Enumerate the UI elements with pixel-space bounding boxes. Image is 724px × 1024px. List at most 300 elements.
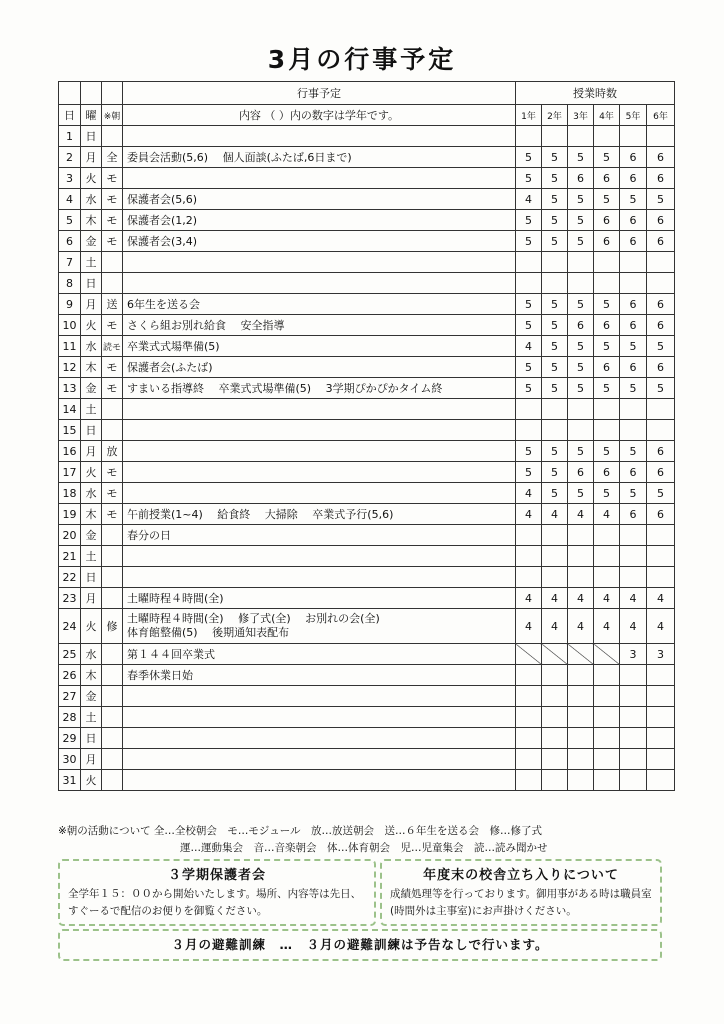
hours-cell <box>620 399 647 420</box>
hours-cell: 3 <box>620 644 647 665</box>
hours-cell: 5 <box>568 378 594 399</box>
table-row <box>59 210 675 231</box>
morning-cell <box>102 686 123 707</box>
hours-cell <box>647 252 675 273</box>
morning-cell: モ <box>102 357 123 378</box>
day-cell: 31 <box>59 770 81 791</box>
hours-cell <box>568 749 594 770</box>
weekday-cell: 水 <box>81 644 102 665</box>
hours-cell: 5 <box>542 483 568 504</box>
hours-cell: 5 <box>516 315 542 336</box>
weekday-cell: 日 <box>81 728 102 749</box>
hours-cell: 5 <box>568 231 594 252</box>
page-title: 3月の行事予定 <box>267 45 457 74</box>
day-cell: 22 <box>59 567 81 588</box>
morning-cell <box>102 567 123 588</box>
hours-cell <box>647 770 675 791</box>
hours-cell <box>516 728 542 749</box>
hours-cell <box>594 399 620 420</box>
hours-cell: 6 <box>647 441 675 462</box>
hours-cell <box>542 420 568 441</box>
hours-cell: 5 <box>594 294 620 315</box>
hours-cell <box>647 273 675 294</box>
hours-cell: 6 <box>620 168 647 189</box>
hours-cell <box>516 420 542 441</box>
hours-cell <box>542 273 568 294</box>
weekday-cell: 月 <box>81 441 102 462</box>
hours-cell: 6 <box>594 315 620 336</box>
hours-cell <box>620 525 647 546</box>
day-cell: 11 <box>59 336 81 357</box>
weekday-cell: 土 <box>81 707 102 728</box>
table-row <box>59 231 675 252</box>
table-row <box>59 770 675 791</box>
hours-cell <box>542 665 568 686</box>
hours-cell: 6 <box>620 294 647 315</box>
hours-cell <box>542 252 568 273</box>
hours-cell: 5 <box>516 231 542 252</box>
hours-cell: 4 <box>542 504 568 525</box>
morning-cell: モ <box>102 483 123 504</box>
hours-cell: 5 <box>647 336 675 357</box>
event-cell <box>123 273 516 294</box>
hours-cell: 4 <box>516 336 542 357</box>
table-row <box>59 609 675 644</box>
event-cell: さくら組お別れ給食 安全指導 <box>123 315 516 336</box>
morning-cell: モ <box>102 231 123 252</box>
hours-cell: 6 <box>594 210 620 231</box>
hours-cell-slashed <box>542 644 568 665</box>
note-line-2: 運…運動集会 音…音楽朝会 体…体育朝会 児…児童集会 読…読み聞かせ <box>180 842 548 854</box>
hours-cell: 5 <box>594 336 620 357</box>
table-row <box>59 315 675 336</box>
hours-cell: 5 <box>568 189 594 210</box>
hours-cell <box>568 707 594 728</box>
hours-cell: 5 <box>594 189 620 210</box>
hours-cell: 6 <box>647 294 675 315</box>
hours-cell: 4 <box>568 588 594 609</box>
hours-cell <box>647 546 675 567</box>
day-cell: 9 <box>59 294 81 315</box>
hours-cell <box>594 273 620 294</box>
hours-cell <box>594 126 620 147</box>
hours-cell: 5 <box>542 378 568 399</box>
weekday-cell: 日 <box>81 420 102 441</box>
morning-cell <box>102 525 123 546</box>
table-row <box>59 189 675 210</box>
weekday-cell: 金 <box>81 378 102 399</box>
table-row <box>59 728 675 749</box>
weekday-cell: 木 <box>81 357 102 378</box>
hours-cell <box>516 126 542 147</box>
hours-cell: 6 <box>620 231 647 252</box>
hours-cell: 5 <box>542 210 568 231</box>
morning-cell: 送 <box>102 294 123 315</box>
note-line-1: ※朝の活動について 全…全校朝会 モ…モジュール 放…放送朝会 送…６年生を送る会 修…修了式 <box>58 825 543 837</box>
hours-cell: 6 <box>647 210 675 231</box>
hours-cell <box>620 567 647 588</box>
event-cell: 保護者会(5,6) <box>123 189 516 210</box>
hours-cell: 4 <box>647 588 675 609</box>
hours-cell <box>647 126 675 147</box>
day-cell: 25 <box>59 644 81 665</box>
hours-cell <box>516 252 542 273</box>
hours-cell: 6 <box>620 462 647 483</box>
header-blank <box>102 82 123 105</box>
hours-cell: 5 <box>542 336 568 357</box>
weekday-cell: 木 <box>81 665 102 686</box>
table-row <box>59 168 675 189</box>
day-cell: 1 <box>59 126 81 147</box>
event-cell <box>123 609 516 644</box>
hours-cell: 5 <box>594 441 620 462</box>
day-cell: 8 <box>59 273 81 294</box>
event-cell: 土曜時程４時間(全) <box>123 588 516 609</box>
morning-cell <box>102 749 123 770</box>
event-cell: 午前授業(1~4) 給食終 大掃除 卒業式予行(5,6) <box>123 504 516 525</box>
day-cell: 14 <box>59 399 81 420</box>
hours-cell <box>647 665 675 686</box>
table-row <box>59 686 675 707</box>
morning-cell <box>102 252 123 273</box>
hours-cell <box>516 546 542 567</box>
hours-cell: 6 <box>620 147 647 168</box>
weekday-cell: 日 <box>81 126 102 147</box>
event-cell: 保護者会(1,2) <box>123 210 516 231</box>
event-line: 土曜時程４時間(全) 修了式(全) お別れの会(全) <box>127 612 380 625</box>
event-cell <box>123 420 516 441</box>
hours-cell <box>620 770 647 791</box>
header-blank <box>81 82 102 105</box>
hours-cell: 4 <box>594 588 620 609</box>
day-cell: 21 <box>59 546 81 567</box>
day-cell: 4 <box>59 189 81 210</box>
event-cell <box>123 707 516 728</box>
hours-cell <box>594 707 620 728</box>
table-row <box>59 420 675 441</box>
hours-cell: 5 <box>594 378 620 399</box>
hours-cell: 5 <box>542 315 568 336</box>
weekday-cell: 土 <box>81 546 102 567</box>
hours-cell <box>516 567 542 588</box>
event-cell: 保護者会(ふたば) <box>123 357 516 378</box>
hours-cell: 5 <box>568 357 594 378</box>
event-cell <box>123 686 516 707</box>
header-hours: 授業時数 <box>516 82 675 105</box>
hours-cell <box>594 749 620 770</box>
table-row <box>59 273 675 294</box>
hours-cell <box>568 686 594 707</box>
morning-cell: 読モ <box>102 336 123 357</box>
morning-cell: モ <box>102 189 123 210</box>
table-row <box>59 378 675 399</box>
hours-cell: 5 <box>568 483 594 504</box>
hours-cell: 5 <box>647 378 675 399</box>
hours-cell <box>594 686 620 707</box>
hours-cell <box>568 728 594 749</box>
hours-cell: 4 <box>620 609 647 644</box>
hours-cell <box>647 686 675 707</box>
hours-cell <box>542 686 568 707</box>
hours-cell: 5 <box>542 294 568 315</box>
header-event: 行事予定 <box>123 82 516 105</box>
hours-cell: 5 <box>620 378 647 399</box>
hours-cell: 4 <box>516 504 542 525</box>
hours-cell: 4 <box>542 588 568 609</box>
table-row <box>59 147 675 168</box>
hours-cell <box>620 420 647 441</box>
hours-cell <box>594 728 620 749</box>
event-cell: 6年生を送る会 <box>123 294 516 315</box>
hours-cell <box>620 126 647 147</box>
hours-cell <box>568 665 594 686</box>
hours-cell: 5 <box>516 357 542 378</box>
hours-cell <box>568 546 594 567</box>
event-cell <box>123 770 516 791</box>
weekday-cell: 水 <box>81 189 102 210</box>
hours-cell: 5 <box>542 231 568 252</box>
weekday-cell: 月 <box>81 294 102 315</box>
table-row <box>59 665 675 686</box>
morning-cell <box>102 399 123 420</box>
weekday-cell: 火 <box>81 462 102 483</box>
hours-cell: 5 <box>620 483 647 504</box>
hours-cell <box>647 567 675 588</box>
event-cell: 第１４４回卒業式 <box>123 644 516 665</box>
hours-cell <box>647 749 675 770</box>
event-cell <box>123 441 516 462</box>
hours-cell: 4 <box>594 504 620 525</box>
event-cell: すまいる指導終 卒業式式場準備(5) 3学期ぴかぴかタイム終 <box>123 378 516 399</box>
grade-header-cell: 3年 <box>568 105 594 126</box>
hours-cell <box>568 420 594 441</box>
hours-cell <box>594 665 620 686</box>
table-row <box>59 567 675 588</box>
grade-header-cell: 6年 <box>647 105 675 126</box>
hours-cell: 5 <box>620 441 647 462</box>
hours-cell <box>620 707 647 728</box>
hours-cell <box>542 749 568 770</box>
hours-cell <box>542 728 568 749</box>
day-cell: 20 <box>59 525 81 546</box>
table-row <box>59 504 675 525</box>
header-blank <box>59 82 81 105</box>
hours-cell: 5 <box>542 357 568 378</box>
table-row <box>59 462 675 483</box>
morning-cell <box>102 644 123 665</box>
parent-meeting-box <box>58 859 376 926</box>
hours-cell <box>542 707 568 728</box>
morning-cell <box>102 273 123 294</box>
hours-cell: 6 <box>594 231 620 252</box>
hours-cell: 6 <box>568 168 594 189</box>
morning-cell <box>102 546 123 567</box>
morning-cell: モ <box>102 210 123 231</box>
hours-cell <box>594 525 620 546</box>
table-row <box>59 294 675 315</box>
weekday-cell: 木 <box>81 504 102 525</box>
day-cell: 13 <box>59 378 81 399</box>
day-cell: 16 <box>59 441 81 462</box>
day-cell: 24 <box>59 609 81 644</box>
event-cell <box>123 126 516 147</box>
building-access-box <box>380 859 662 926</box>
hours-cell: 6 <box>620 504 647 525</box>
hours-cell <box>594 567 620 588</box>
weekday-cell: 金 <box>81 525 102 546</box>
hours-cell: 4 <box>620 588 647 609</box>
morning-activity-note <box>58 823 698 857</box>
weekday-cell: 火 <box>81 770 102 791</box>
parent-meeting-body: 全学年１５：００から開始いたします。場所、内容等は先日、すぐーるで配信のお便りを御覧ください。 <box>68 888 362 917</box>
table-row <box>59 483 675 504</box>
hours-cell: 6 <box>594 357 620 378</box>
hours-cell <box>594 420 620 441</box>
table-row <box>59 546 675 567</box>
hours-cell <box>516 665 542 686</box>
col-dow: 曜 <box>81 105 102 126</box>
hours-cell <box>647 525 675 546</box>
hours-cell <box>594 770 620 791</box>
hours-cell: 5 <box>542 168 568 189</box>
event-cell <box>123 567 516 588</box>
hours-cell: 5 <box>568 147 594 168</box>
hours-cell <box>516 525 542 546</box>
event-cell: 春分の日 <box>123 525 516 546</box>
grade-header-cell: 2年 <box>542 105 568 126</box>
schedule-table <box>58 81 675 791</box>
hours-cell: 4 <box>516 609 542 644</box>
event-cell: 保護者会(3,4) <box>123 231 516 252</box>
morning-cell: 修 <box>102 609 123 644</box>
table-row <box>59 399 675 420</box>
day-cell: 7 <box>59 252 81 273</box>
hours-cell <box>647 707 675 728</box>
schedule-body <box>59 126 675 791</box>
hours-cell <box>542 525 568 546</box>
event-cell <box>123 399 516 420</box>
hours-cell: 5 <box>568 294 594 315</box>
table-row <box>59 252 675 273</box>
event-cell: 春季休業日始 <box>123 665 516 686</box>
table-row <box>59 749 675 770</box>
event-cell: 卒業式式場準備(5) <box>123 336 516 357</box>
morning-cell <box>102 665 123 686</box>
hours-cell: 5 <box>516 294 542 315</box>
morning-cell: モ <box>102 168 123 189</box>
hours-cell <box>594 546 620 567</box>
table-row <box>59 644 675 665</box>
hours-cell <box>516 707 542 728</box>
day-cell: 12 <box>59 357 81 378</box>
weekday-cell: 水 <box>81 336 102 357</box>
table-row <box>59 357 675 378</box>
event-cell <box>123 168 516 189</box>
hours-cell <box>542 770 568 791</box>
hours-cell <box>568 126 594 147</box>
hours-cell <box>620 252 647 273</box>
morning-cell: モ <box>102 315 123 336</box>
hours-cell: 6 <box>647 357 675 378</box>
weekday-cell: 火 <box>81 609 102 644</box>
hours-cell <box>594 252 620 273</box>
hours-cell <box>568 525 594 546</box>
evacuation-drill-box: ３月の避難訓練 … ３月の避難訓練は予告なしで行います。 <box>58 929 662 961</box>
table-row <box>59 126 675 147</box>
hours-cell: 5 <box>542 189 568 210</box>
hours-cell: 6 <box>647 231 675 252</box>
hours-cell: 6 <box>620 357 647 378</box>
event-cell <box>123 728 516 749</box>
weekday-cell: 月 <box>81 147 102 168</box>
event-cell <box>123 252 516 273</box>
hours-cell <box>516 686 542 707</box>
morning-cell: モ <box>102 504 123 525</box>
hours-cell <box>647 420 675 441</box>
col-content: 内容 （ ）内の数字は学年です。 <box>123 105 516 126</box>
grade-header-cell: 4年 <box>594 105 620 126</box>
weekday-cell: 水 <box>81 483 102 504</box>
weekday-cell: 火 <box>81 168 102 189</box>
morning-cell <box>102 728 123 749</box>
hours-cell <box>620 686 647 707</box>
hours-cell <box>647 728 675 749</box>
event-cell <box>123 462 516 483</box>
day-cell: 17 <box>59 462 81 483</box>
hours-cell <box>620 273 647 294</box>
weekday-cell: 土 <box>81 399 102 420</box>
hours-cell <box>620 665 647 686</box>
hours-cell <box>516 770 542 791</box>
hours-cell: 4 <box>568 609 594 644</box>
day-cell: 15 <box>59 420 81 441</box>
hours-cell <box>542 399 568 420</box>
day-cell: 28 <box>59 707 81 728</box>
hours-cell <box>568 770 594 791</box>
hours-cell: 5 <box>568 210 594 231</box>
day-cell: 5 <box>59 210 81 231</box>
building-access-title: 年度末の校舎立ち入りについて <box>423 868 619 883</box>
morning-cell <box>102 707 123 728</box>
hours-cell: 6 <box>647 147 675 168</box>
hours-cell: 4 <box>516 189 542 210</box>
event-cell: 委員会活動(5,6) 個人面談(ふたば,6日まで) <box>123 147 516 168</box>
hours-cell: 6 <box>620 315 647 336</box>
hours-cell: 6 <box>594 462 620 483</box>
hours-cell-slashed <box>516 644 542 665</box>
morning-cell <box>102 126 123 147</box>
table-row <box>59 588 675 609</box>
hours-cell: 4 <box>568 504 594 525</box>
hours-cell-slashed <box>594 644 620 665</box>
hours-cell: 4 <box>516 483 542 504</box>
hours-cell: 4 <box>594 609 620 644</box>
hours-cell: 5 <box>516 168 542 189</box>
hours-cell: 5 <box>516 441 542 462</box>
grade-header-cell: 1年 <box>516 105 542 126</box>
hours-cell: 5 <box>594 483 620 504</box>
col-morning: ※朝 <box>102 105 123 126</box>
morning-cell <box>102 420 123 441</box>
morning-cell: モ <box>102 378 123 399</box>
parent-meeting-title: ３学期保護者会 <box>167 868 266 883</box>
hours-cell <box>542 546 568 567</box>
hours-cell: 6 <box>647 168 675 189</box>
hours-cell: 5 <box>516 147 542 168</box>
hours-cell <box>568 399 594 420</box>
event-cell <box>123 483 516 504</box>
weekday-cell: 木 <box>81 210 102 231</box>
